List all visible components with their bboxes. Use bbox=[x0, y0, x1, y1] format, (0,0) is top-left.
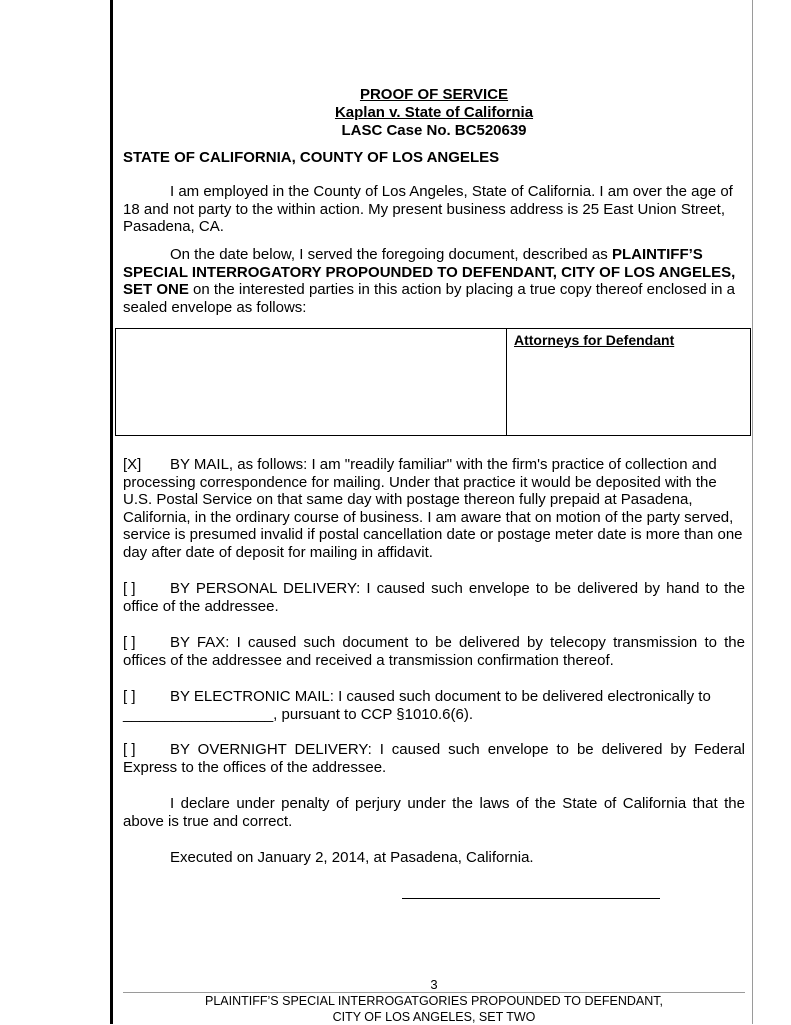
executed-text: Executed on January 2, 2014, at Pasadena, California. bbox=[170, 849, 534, 866]
served-document-title: PLAINTIFF’S SPECIAL INTERROGATORY PROPOUNDED TO DEFENDANT, CITY OF LOS ANGELES, SET ONE bbox=[123, 246, 735, 298]
executed-statement bbox=[123, 849, 745, 867]
method-electronic-mail bbox=[123, 688, 745, 723]
service-lead-text: On the date below, I served the foregoing document, described as bbox=[170, 246, 612, 263]
right-margin-rule bbox=[752, 0, 753, 1024]
document-footer bbox=[123, 994, 745, 1025]
service-description-paragraph bbox=[123, 246, 745, 316]
method-checkbox-mark: [ ] bbox=[123, 688, 170, 706]
method-by-mail bbox=[123, 456, 745, 562]
method-text: BY FAX: I caused such document to be delivered by telecopy transmission to the offices of the addressee and received a transmission confirmation thereof. bbox=[123, 634, 745, 669]
signature-line bbox=[402, 898, 660, 899]
proof-of-service-title: PROOF OF SERVICE bbox=[123, 85, 745, 104]
method-checkbox-mark: [ ] bbox=[123, 741, 170, 759]
footer-rule bbox=[123, 992, 745, 993]
employment-text: I am employed in the County of Los Angeles, State of California. I am over the age of 18 and not party to the within action. My present business address is 25 East Union Street, Pasadena, CA. bbox=[123, 183, 733, 235]
method-text: BY PERSONAL DELIVERY: I caused such envelope to be delivered by hand to the office of the addressee. bbox=[123, 580, 745, 615]
case-number: LASC Case No. BC520639 bbox=[123, 121, 745, 140]
method-text: BY ELECTRONIC MAIL: I caused such document to be delivered electronically to __________________, pursuant to CCP §1010.6(6). bbox=[123, 688, 711, 723]
case-caption: Kaplan v. State of California bbox=[123, 103, 745, 122]
table-column-divider bbox=[506, 329, 507, 435]
venue-heading: STATE OF CALIFORNIA, COUNTY OF LOS ANGELES bbox=[123, 149, 499, 166]
method-personal-delivery bbox=[123, 580, 745, 615]
page-number: 3 bbox=[123, 977, 745, 992]
employment-paragraph bbox=[123, 183, 745, 236]
left-margin-rule bbox=[110, 0, 113, 1024]
method-fax bbox=[123, 634, 745, 669]
footer-line-2: CITY OF LOS ANGELES, SET TWO bbox=[123, 1010, 745, 1025]
method-text: BY OVERNIGHT DELIVERY: I caused such envelope to be delivered by Federal Express to the offices of the addressee. bbox=[123, 741, 745, 776]
attorneys-for-defendant-label: Attorneys for Defendant bbox=[514, 332, 674, 348]
declaration-text: I declare under penalty of perjury under the laws of the State of California that the above is true and correct. bbox=[123, 795, 745, 830]
declaration-paragraph bbox=[123, 795, 745, 830]
service-list-table bbox=[115, 328, 751, 436]
service-tail-text: on the interested parties in this action by placing a true copy thereof enclosed in a sealed envelope as follows: bbox=[123, 281, 735, 316]
method-checkbox-mark: [ ] bbox=[123, 634, 170, 652]
footer-line-1: PLAINTIFF’S SPECIAL INTERROGATGORIES PROPOUNDED TO DEFENDANT, bbox=[123, 994, 745, 1010]
method-checkbox-mark: [X] bbox=[123, 456, 170, 474]
method-checkbox-mark: [ ] bbox=[123, 580, 170, 598]
method-overnight-delivery bbox=[123, 741, 745, 776]
method-text: BY MAIL, as follows: I am "readily familiar" with the firm's practice of collection and processing correspondence for mailing. Under that practice it would be deposited with the U.S. Postal Service on that same day with postage thereon fully prepaid at Pasadena, California, in the ordinary course of business. I am aware that on motion of the party served, service is presumed invalid if postal cancellation date or postage meter date is more than one day after date of deposit for mailing in affidavit. bbox=[123, 456, 743, 561]
